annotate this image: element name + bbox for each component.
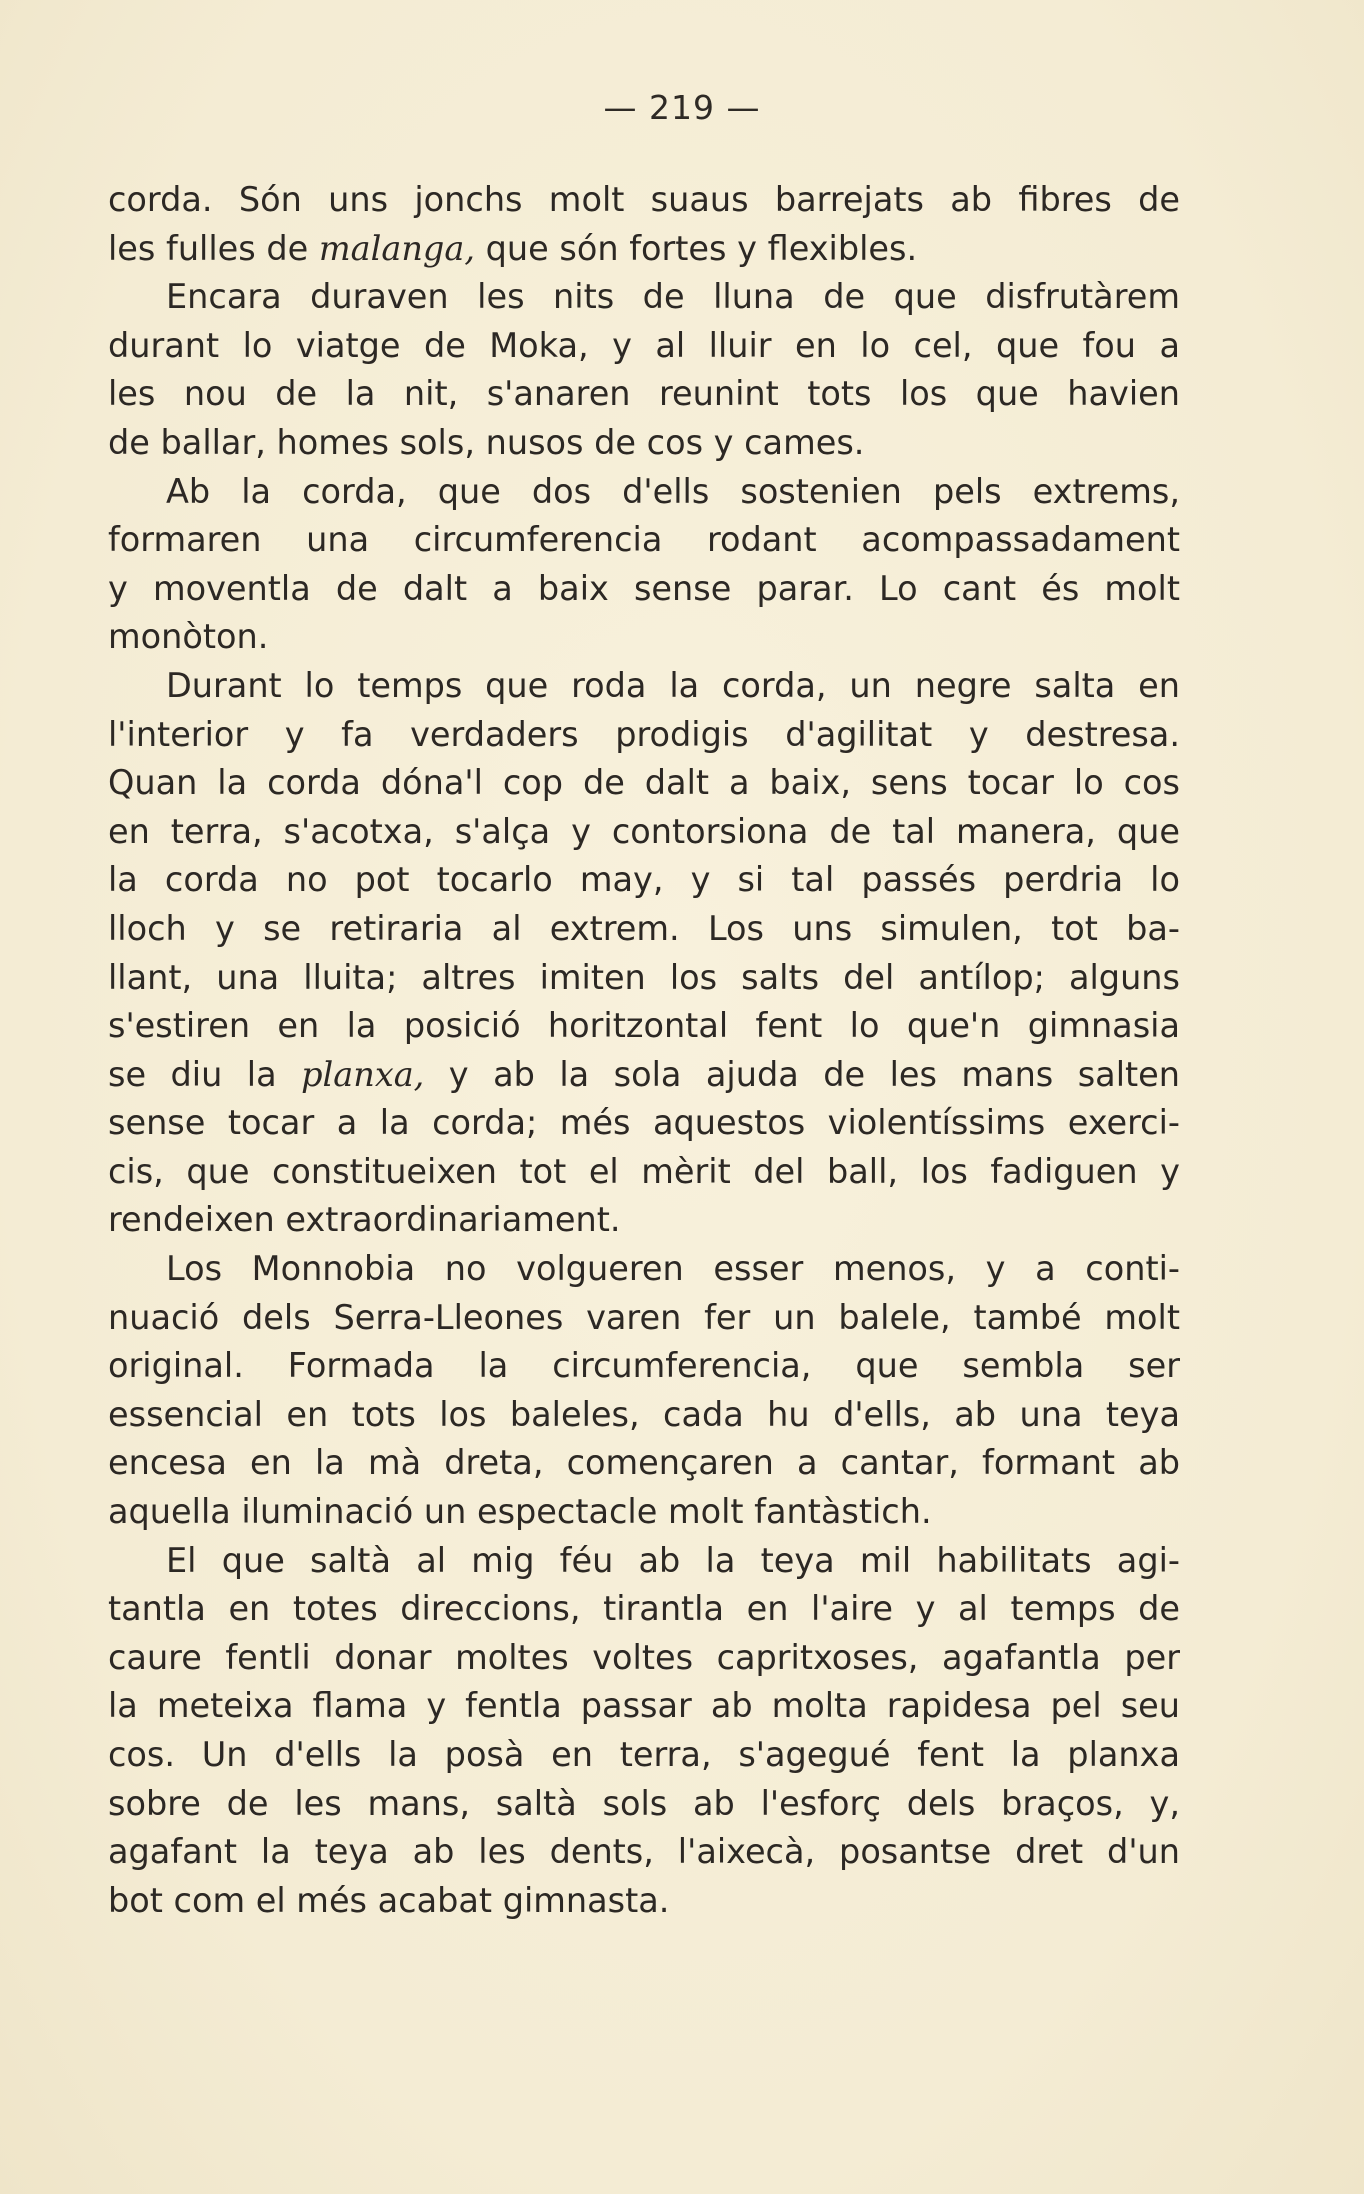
text-line: essencial en tots los baleles, cada hu d'ells, ab una teya — [108, 1394, 1180, 1434]
text-line: aquella iluminació un espectacle molt fantàstich. — [108, 1492, 932, 1532]
text-line: rendeixen extraordinariament. — [108, 1200, 621, 1240]
text-line: Durant lo temps que roda la corda, un negre salta en — [166, 665, 1180, 705]
italic-term: planxa, — [301, 1054, 425, 1094]
text-line: l'interior y fa verdaders prodigis d'agilitat y destresa. — [108, 714, 1180, 754]
text-line — [108, 225, 1180, 274]
text-line: Ab la corda, que dos d'ells sostenien pels extrems, — [166, 471, 1180, 511]
text-line: caure fentli donar moltes voltes capritxoses, agafantla per — [108, 1637, 1180, 1677]
text-line: original. Formada la circumferencia, que sembla ser — [108, 1346, 1180, 1386]
text-line: encesa en la mà dreta, començaren a cantar, formant ab — [108, 1443, 1180, 1483]
text-line — [108, 1051, 1180, 1100]
text-line: cos. Un d'ells la posà en terra, s'agegué fent la planxa — [108, 1735, 1180, 1774]
text-line: les nou de la nit, s'anaren reunint tots los que havien — [108, 374, 1180, 414]
page-number: — 219 — — [603, 88, 761, 127]
text-line: de ballar, homes sols, nusos de cos y cames. — [108, 422, 865, 462]
text-line: Encara duraven les nits de lluna de que disfrutàrem — [166, 277, 1180, 317]
text-line: sense tocar a la corda; més aquestos violentíssims exerci- — [108, 1103, 1180, 1143]
text-line: durant lo viatge de Moka, y al lluir en lo cel, que fou a — [108, 325, 1180, 365]
text-line: agafant la teya ab les dents, l'aixecà, posantse dret d'un — [108, 1832, 1180, 1872]
text-line: en terra, s'acotxa, s'alça y contorsiona de tal manera, que — [108, 811, 1180, 851]
text-line: tantla en totes direccions, tirantla en l'aire y al temps de — [108, 1589, 1180, 1629]
body-text — [108, 176, 1180, 1925]
text-line: corda. Són uns jonchs molt suaus barrejats ab fibres de — [108, 180, 1180, 219]
text-line: llant, una lluita; altres imiten los salts del antílop; alguns — [108, 957, 1180, 997]
text-line: sobre de les mans, saltà sols ab l'esforç dels braços, y, — [108, 1783, 1180, 1823]
text-segment: les fulles de — [108, 228, 319, 268]
text-line: formaren una circumferencia rodant acompassadament — [108, 520, 1180, 560]
text-line: y moventla de dalt a baix sense parar. Lo cant és molt — [108, 568, 1180, 608]
text-segment: y ab la sola ajuda de les mans salten — [424, 1054, 1180, 1094]
text-line: cis, que constitueixen tot el mèrit del ball, los fadiguen y — [108, 1151, 1180, 1191]
text-line: monòton. — [108, 617, 269, 657]
text-line: la meteixa flama y fentla passar ab molta rapidesa pel seu — [108, 1686, 1180, 1726]
text-line: nuació dels Serra-Lleones varen fer un balele, també molt — [108, 1297, 1180, 1337]
text-line: El que saltà al mig féu ab la teya mil habilitats agi- — [166, 1540, 1180, 1580]
text-line: lloch y se retiraria al extrem. Los uns simulen, tot ba- — [108, 908, 1180, 948]
italic-term: malanga, — [318, 228, 475, 268]
text-line: Los Monnobia no volgueren esser menos, y a conti- — [166, 1249, 1180, 1289]
text-line: la corda no pot tocarlo may, y si tal passés perdria lo — [108, 860, 1180, 900]
text-line: s'estiren en la posició horitzontal fent lo que'n gimnasia — [108, 1006, 1180, 1046]
text-segment: que són fortes y flexibles. — [474, 228, 918, 268]
text-line: bot com el més acabat gimnasta. — [108, 1880, 670, 1920]
text-segment: se diu la — [108, 1054, 302, 1094]
text-line: Quan la corda dóna'l cop de dalt a baix, sens tocar lo cos — [108, 763, 1180, 803]
